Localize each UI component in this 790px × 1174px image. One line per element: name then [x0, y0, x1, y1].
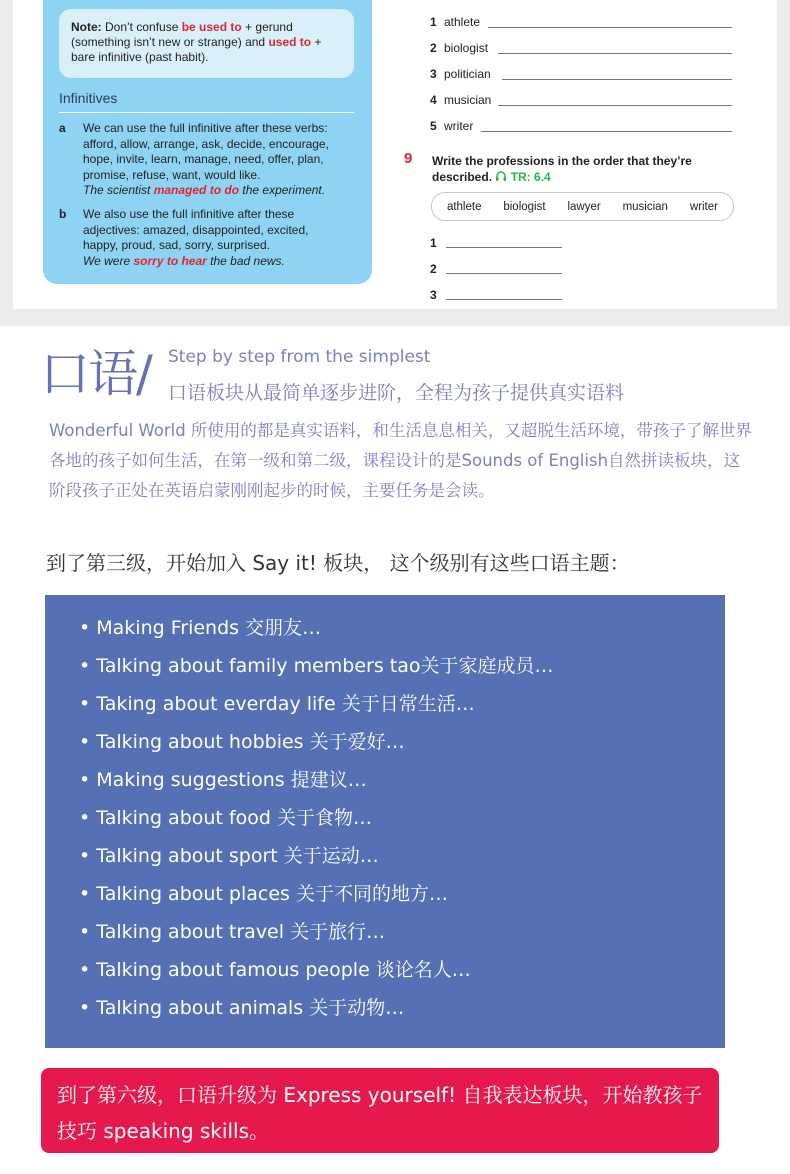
exercise-item [430, 67, 732, 83]
level-three-intro: 到了第三级，开始加入 Say it! 板块， 这个级别有这些口语主题： [46, 551, 630, 575]
infinitives-heading: Infinitives [59, 90, 118, 106]
item-word: politician [444, 67, 491, 81]
word-box-item: writer [689, 200, 718, 213]
answer-line[interactable] [481, 131, 732, 132]
rule-a-example-pre: The scientist [83, 183, 154, 198]
rule-a-example-post: the experiment. [239, 183, 326, 198]
topic-item: • Talking about places 关于不同的地方… [79, 883, 448, 905]
exercise-item [430, 15, 732, 31]
subtitle-chinese: 口语板块从最简单逐步进阶，全程为孩子提供真实语料 [168, 382, 625, 404]
audio-track[interactable]: TR: 6.4 [510, 170, 551, 184]
level-six-banner: 到了第六级，口语升级为 Express yourself! 自我表达板块，开始教孩子技巧 speaking skills。 [41, 1068, 719, 1153]
note-highlight-1: be used to [181, 20, 242, 34]
topic-item: • Talking about sport 关于运动… [79, 845, 379, 867]
question-text: Write the professions in the order that they’re described. [432, 154, 692, 184]
topic-item: • Talking about famous people 谈论名人… [79, 959, 471, 981]
rule-b-example-highlight: sorry to hear [133, 253, 207, 268]
answer-number: 3 [430, 288, 437, 302]
word-box-item: musician [622, 200, 668, 213]
answer-line[interactable] [488, 27, 732, 28]
topic-item: • Talking about hobbies 关于爱好… [79, 731, 405, 753]
exercise-item [430, 93, 732, 109]
note-label: Note: [71, 20, 102, 34]
item-number: 2 [430, 41, 437, 55]
answer-row [430, 262, 437, 276]
headphones-icon[interactable] [495, 170, 510, 184]
answer-number: 2 [430, 262, 437, 276]
note-text-2: + gerund (something isn’t new or strange) and [71, 20, 293, 49]
topic-item: • Talking about animals 关于动物… [79, 997, 405, 1019]
note-text-3: + bare infinitive (past habit). [71, 35, 322, 64]
question-number: 9 [404, 150, 413, 167]
note-text-1: Don’t confuse [101, 20, 182, 34]
answer-number: 1 [430, 236, 437, 250]
answer-row [430, 236, 437, 250]
answer-line[interactable] [498, 53, 732, 54]
answer-line[interactable] [502, 79, 732, 80]
item-number: 3 [430, 67, 437, 81]
rule-a-example-highlight: managed to do [153, 183, 240, 198]
intro-paragraph: Wonderful World 所使用的都是真实语料，和生活息息相关，又超脱生活环境，带孩子了解世界各地的孩子如何生活，在第一级和第二级，课程设计的是Sounds of English自然拼读板块，这阶段孩子正处在英语启蒙刚刚起步的时候，主要任务是会读。 [49, 421, 752, 500]
rule-b [59, 207, 343, 269]
item-word: writer [444, 119, 474, 133]
item-word: musician [444, 93, 492, 107]
topic-item: • Making Friends 交朋友… [79, 617, 322, 639]
topic-item: • Taking about everday life 关于日常生活… [79, 693, 475, 715]
rule-b-example-pre: We were [83, 253, 134, 268]
rule-b-example-post: the bad news. [206, 253, 285, 268]
subtitle-english: Step by step from the simplest [168, 347, 431, 367]
topic-item: • Making suggestions 提建议… [79, 769, 367, 791]
item-number: 4 [430, 93, 437, 107]
answer-line[interactable] [446, 299, 562, 300]
exercise-item [430, 119, 732, 135]
rule-b-text: We also use the full infinitive after these adjectives: amazed, disappointed, excited, happy, proud, sad, sorry, surprised. [83, 207, 309, 253]
answer-line[interactable] [446, 247, 562, 248]
item-number: 5 [430, 119, 437, 133]
question-instruction [432, 153, 732, 185]
rule-a-text: We can use the full infinitive after these verbs: afford, allow, arrange, ask, decide, encourage, hope, invite, learn, manage, need, offer, plan, promise, refuse, want, would like. [83, 121, 329, 182]
topic-item: • Talking about food 关于食物… [79, 807, 372, 829]
answer-line[interactable] [498, 105, 732, 106]
rule-a-label: a [59, 121, 66, 135]
word-box [431, 192, 734, 221]
item-number: 1 [430, 15, 437, 29]
heading-divider [59, 112, 354, 113]
note-box [59, 9, 354, 78]
word-box-item: athlete [446, 200, 482, 213]
topic-item: • Talking about family members tao关于家庭成员… [79, 655, 554, 677]
topic-item: • Talking about travel 关于旅行… [79, 921, 386, 943]
rule-a [59, 121, 351, 199]
word-box-item: biologist [503, 200, 546, 213]
rule-b-label: b [59, 207, 67, 221]
answer-line[interactable] [446, 273, 562, 274]
note-highlight-2: used to [268, 35, 312, 49]
item-word: athlete [444, 15, 481, 29]
section-title: 口语/ [40, 345, 151, 403]
word-box-item: lawyer [567, 200, 601, 213]
answer-row [430, 288, 437, 302]
item-word: biologist [444, 41, 489, 55]
exercise-item [430, 41, 732, 57]
